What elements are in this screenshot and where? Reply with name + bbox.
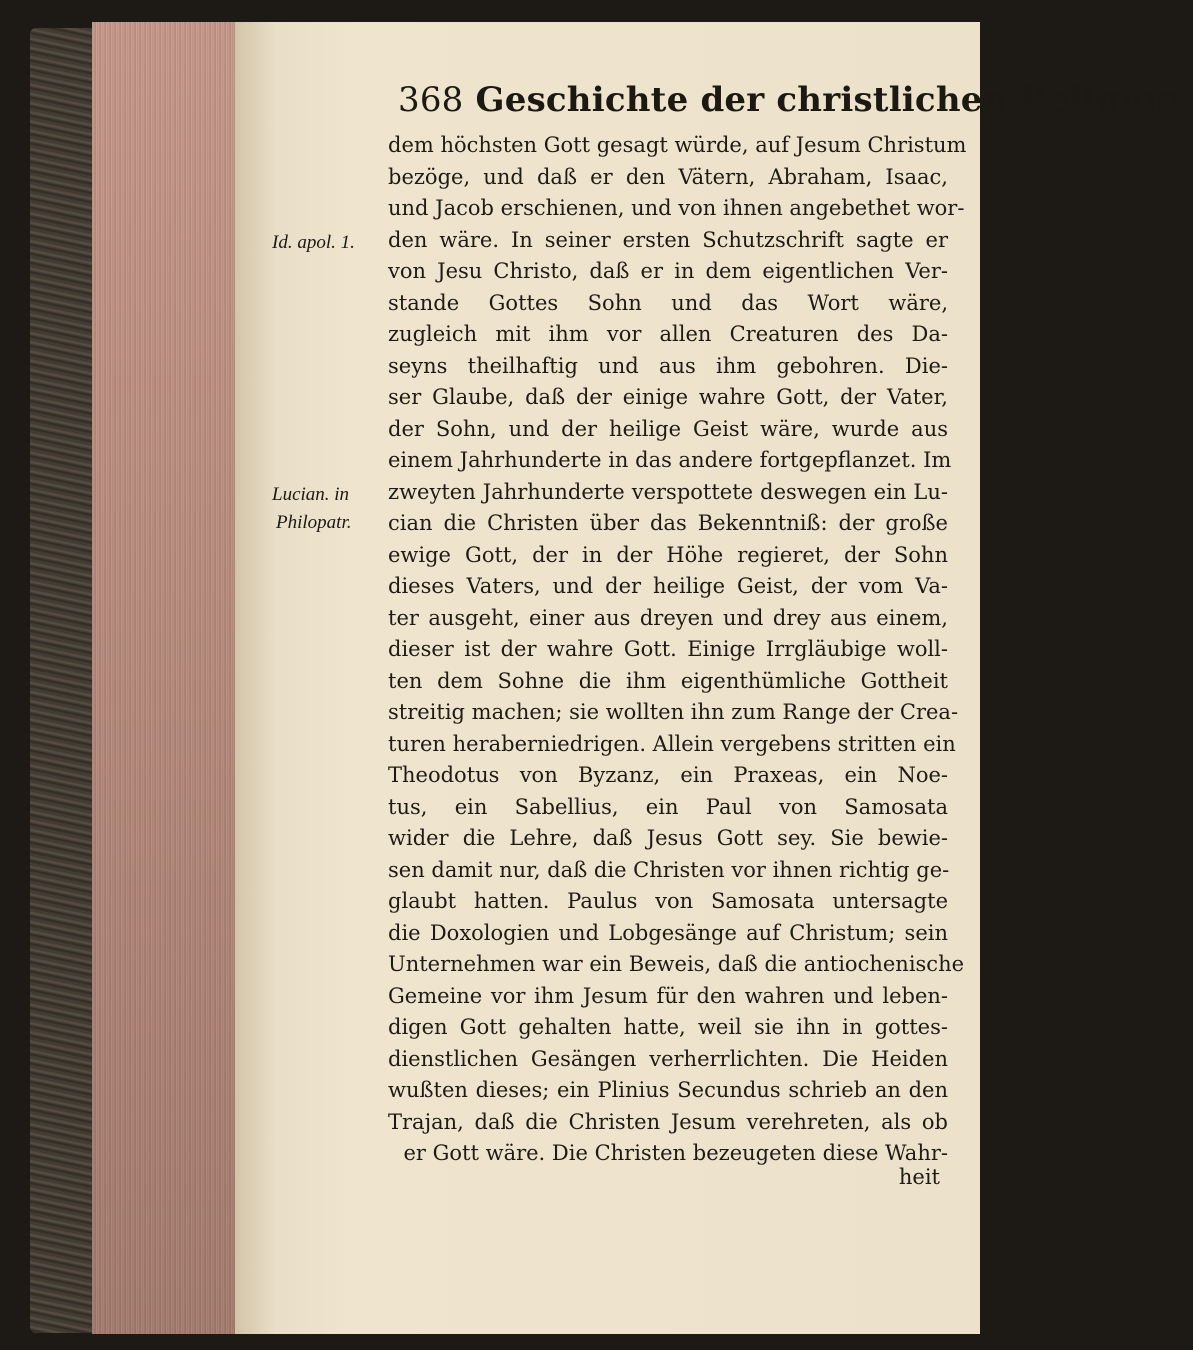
text-line: die Doxologien und Lobgesänge auf Christum; sein <box>388 920 948 945</box>
margin-note-philopatr: Philopatr. <box>276 512 352 533</box>
text-line: Theodotus von Byzanz, ein Praxeas, ein Noe- <box>388 763 948 787</box>
text-line: er Gott wäre. Die Christen bezeugeten diese Wahr- <box>403 1141 948 1165</box>
text-line: ten dem Sohne die ihm eigenthümliche Gottheit <box>388 668 948 693</box>
book-cover-edge <box>30 28 92 1333</box>
text-line: ter ausgeht, einer aus dreyen und drey aus einem, <box>388 605 948 630</box>
text-line: tus, ein Sabellius, ein Paul von Samosata <box>388 794 948 819</box>
text-line: bezöge, und daß er den Vätern, Abraham, Isaac, <box>388 164 948 189</box>
body-text <box>388 130 967 1170</box>
text-line: Trajan, daß die Christen Jesum verehreten, als ob <box>388 1109 948 1134</box>
text-line: dieser ist der wahre Gott. Einige Irrgläubige woll- <box>388 637 948 661</box>
text-line: turen heraberniedrigen. Allein vergebens stritten ein <box>388 731 956 756</box>
running-title: Geschichte der christlichen Religion. <box>475 80 1193 120</box>
text-line: Gemeine vor ihm Jesum für den wahren und leben- <box>388 983 948 1008</box>
running-header <box>398 80 1193 122</box>
page-edges <box>92 22 237 1334</box>
text-line: den wäre. In seiner ersten Schutzschrift sagte er <box>388 227 948 252</box>
text-line: stande Gottes Sohn und das Wort wäre, <box>388 290 948 315</box>
text-line: streitig machen; sie wollten ihn zum Range der Crea- <box>388 700 959 724</box>
catchword: heit <box>898 1165 940 1189</box>
text-line: wider die Lehre, daß Jesus Gott sey. Sie bewie- <box>388 826 948 850</box>
text-line: digen Gott gehalten hatte, weil sie ihn in gottes- <box>388 1015 948 1039</box>
text-line: dem höchsten Gott gesagt würde, auf Jesum Christum <box>388 133 967 157</box>
text-line: der Sohn, und der heilige Geist wäre, wurde aus <box>388 416 948 441</box>
text-line: zweyten Jahrhunderte verspottete deswegen ein Lu- <box>388 479 948 504</box>
text-line: cian die Christen über das Bekenntniß: der große <box>388 511 948 535</box>
text-line: dieses Vaters, und der heilige Geist, der vom Va- <box>388 574 948 598</box>
text-line: seyns theilhaftig und aus ihm gebohren. Die- <box>388 353 948 378</box>
text-line: wußten dieses; ein Plinius Secundus schrieb an den <box>388 1078 948 1102</box>
text-line: sen damit nur, daß die Christen vor ihnen richtig ge- <box>388 857 950 882</box>
text-line: einem Jahrhunderte in das andere fortgepflanzet. Im <box>388 448 952 472</box>
margin-note-lucian: Lucian. in <box>272 484 350 505</box>
page-number: 368 <box>398 80 464 120</box>
text-line: ser Glaube, daß der einige wahre Gott, der Vater, <box>388 385 948 409</box>
text-line: Unternehmen war ein Beweis, daß die antiochenische <box>388 952 965 976</box>
text-line: von Jesu Christo, daß er in dem eigentlichen Ver- <box>388 259 948 283</box>
text-line: ewige Gott, der in der Höhe regieret, der Sohn <box>388 542 948 567</box>
text-line: dienstlichen Gesängen verherrlichten. Die Heiden <box>388 1046 948 1071</box>
text-line: glaubt hatten. Paulus von Samosata untersagte <box>388 889 948 913</box>
text-line: und Jacob erschienen, und von ihnen angebethet wor- <box>388 196 965 220</box>
margin-note-id-apol: Id. apol. 1. <box>272 232 355 253</box>
text-line: zugleich mit ihm vor allen Creaturen des Da- <box>388 322 948 346</box>
